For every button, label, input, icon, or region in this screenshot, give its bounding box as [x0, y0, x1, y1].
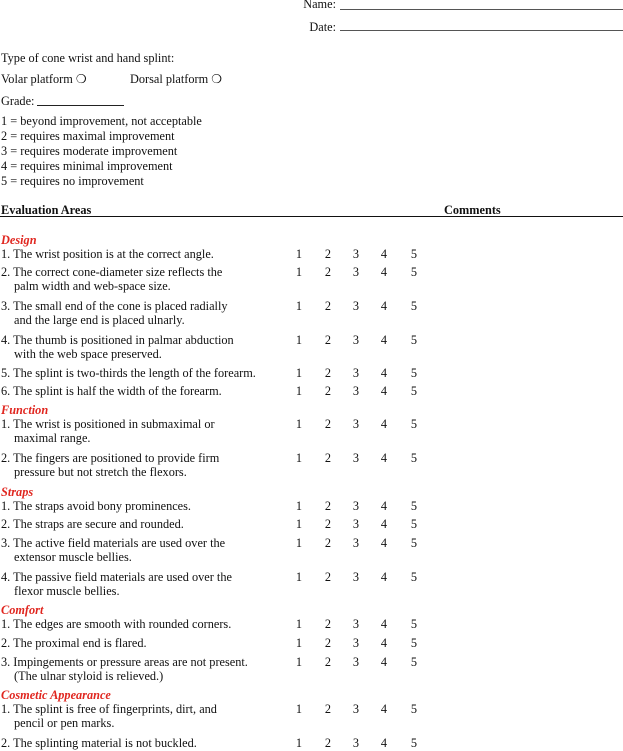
rating-option-5[interactable]: 5 — [410, 417, 418, 431]
evaluation-item-text: 1. The edges are smooth with rounded corners. — [1, 617, 232, 631]
section-title: Straps — [1, 485, 34, 499]
option-dorsal-label: Dorsal platform — [130, 72, 209, 86]
rating-option-5[interactable]: 5 — [410, 636, 418, 650]
rating-option-3[interactable]: 3 — [352, 736, 360, 750]
rating-option-4[interactable]: 4 — [380, 366, 388, 380]
rating-option-5[interactable]: 5 — [410, 299, 418, 313]
rating-option-2[interactable]: 2 — [324, 299, 332, 313]
comments-header: Comments — [444, 203, 501, 217]
rating-option-1[interactable]: 1 — [295, 702, 303, 716]
rating-option-5[interactable]: 5 — [410, 617, 418, 631]
rating-option-2[interactable]: 2 — [324, 247, 332, 261]
rating-option-3[interactable]: 3 — [352, 655, 360, 669]
section-title: Function — [1, 403, 49, 417]
header-rule — [0, 216, 623, 217]
evaluation-item-text: extensor muscle bellies. — [14, 550, 132, 564]
rating-option-3[interactable]: 3 — [352, 536, 360, 550]
rating-option-1[interactable]: 1 — [295, 265, 303, 279]
rating-option-1[interactable]: 1 — [295, 417, 303, 431]
rating-option-4[interactable]: 4 — [380, 499, 388, 513]
evaluation-item-text: 3. The small end of the cone is placed radially — [1, 299, 228, 313]
rating-option-3[interactable]: 3 — [352, 702, 360, 716]
rating-option-1[interactable]: 1 — [295, 570, 303, 584]
rating-option-2[interactable]: 2 — [324, 417, 332, 431]
evaluation-item-text: 5. The splint is two-thirds the length of the forearm. — [1, 366, 256, 380]
rating-option-2[interactable]: 2 — [324, 265, 332, 279]
rating-option-4[interactable]: 4 — [380, 617, 388, 631]
rating-option-1[interactable]: 1 — [295, 499, 303, 513]
rating-option-1[interactable]: 1 — [295, 333, 303, 347]
rating-option-1[interactable]: 1 — [295, 736, 303, 750]
evaluation-item-text: 3. The active field materials are used over the — [1, 536, 226, 550]
rating-option-4[interactable]: 4 — [380, 451, 388, 465]
evaluation-item-text: 4. The passive field materials are used over the — [1, 570, 232, 584]
evaluation-item-text: 2. The correct cone-diameter size reflects the — [1, 265, 223, 279]
evaluation-item-text: 1. The wrist is positioned in submaximal or — [1, 417, 215, 431]
evaluation-item-text: 1. The wrist position is at the correct angle. — [1, 247, 214, 261]
rating-option-4[interactable]: 4 — [380, 655, 388, 669]
scale-entry: 2 = requires maximal improvement — [1, 129, 175, 143]
rating-option-4[interactable]: 4 — [380, 265, 388, 279]
rating-option-5[interactable]: 5 — [410, 570, 418, 584]
rating-option-2[interactable]: 2 — [324, 384, 332, 398]
section-title: Cosmetic Appearance — [1, 688, 111, 702]
scale-entry: 3 = requires moderate improvement — [1, 144, 178, 158]
rating-option-5[interactable]: 5 — [410, 536, 418, 550]
rating-option-5[interactable]: 5 — [410, 384, 418, 398]
rating-option-5[interactable]: 5 — [410, 451, 418, 465]
rating-option-4[interactable]: 4 — [380, 736, 388, 750]
evaluation-item-text: with the web space preserved. — [14, 347, 162, 361]
rating-option-5[interactable]: 5 — [410, 736, 418, 750]
rating-option-2[interactable]: 2 — [324, 617, 332, 631]
option-volar-label: Volar platform — [1, 72, 73, 86]
rating-option-1[interactable]: 1 — [295, 617, 303, 631]
rating-option-4[interactable]: 4 — [380, 636, 388, 650]
rating-option-4[interactable]: 4 — [380, 384, 388, 398]
evaluation-item-text: 2. The straps are secure and rounded. — [1, 517, 184, 531]
rating-option-3[interactable]: 3 — [352, 417, 360, 431]
evaluation-item-text: maximal range. — [14, 431, 91, 445]
rating-option-1[interactable]: 1 — [295, 384, 303, 398]
name-field[interactable] — [340, 9, 623, 10]
rating-option-1[interactable]: 1 — [295, 636, 303, 650]
evaluation-item-text: palm width and web-space size. — [14, 279, 171, 293]
rating-option-3[interactable]: 3 — [352, 517, 360, 531]
rating-option-5[interactable]: 5 — [410, 499, 418, 513]
evaluation-item-text: 1. The splint is free of fingerprints, dirt, and — [1, 702, 217, 716]
rating-option-2[interactable]: 2 — [324, 736, 332, 750]
rating-option-2[interactable]: 2 — [324, 333, 332, 347]
evaluation-item-text: pencil or pen marks. — [14, 716, 115, 730]
rating-option-5[interactable]: 5 — [410, 655, 418, 669]
rating-option-4[interactable]: 4 — [380, 299, 388, 313]
evaluation-item-text: 2. The splinting material is not buckled. — [1, 736, 197, 750]
scale-entry: 1 = beyond improvement, not acceptable — [1, 114, 202, 128]
rating-option-2[interactable]: 2 — [324, 655, 332, 669]
rating-option-5[interactable]: 5 — [410, 333, 418, 347]
rating-option-3[interactable]: 3 — [352, 617, 360, 631]
rating-option-2[interactable]: 2 — [324, 702, 332, 716]
evaluation-item-text: and the large end is placed ulnarly. — [14, 313, 185, 327]
rating-option-3[interactable]: 3 — [352, 247, 360, 261]
option-volar[interactable] — [1, 72, 87, 87]
section-title: Comfort — [1, 603, 44, 617]
rating-option-4[interactable]: 4 — [380, 702, 388, 716]
rating-option-1[interactable]: 1 — [295, 366, 303, 380]
rating-option-2[interactable]: 2 — [324, 570, 332, 584]
rating-option-1[interactable]: 1 — [295, 299, 303, 313]
rating-option-4[interactable]: 4 — [380, 536, 388, 550]
rating-option-3[interactable]: 3 — [352, 265, 360, 279]
rating-option-3[interactable]: 3 — [352, 299, 360, 313]
rating-option-4[interactable]: 4 — [380, 570, 388, 584]
rating-option-4[interactable]: 4 — [380, 417, 388, 431]
rating-option-3[interactable]: 3 — [352, 636, 360, 650]
evaluation-item-text: 2. The proximal end is flared. — [1, 636, 147, 650]
evaluation-item-text: 6. The splint is half the width of the forearm. — [1, 384, 222, 398]
rating-option-2[interactable]: 2 — [324, 517, 332, 531]
rating-option-5[interactable]: 5 — [410, 247, 418, 261]
evaluation-areas-header: Evaluation Areas — [1, 203, 92, 217]
rating-option-4[interactable]: 4 — [380, 247, 388, 261]
radio-circle-icon[interactable]: ❍ — [75, 72, 87, 86]
rating-option-3[interactable]: 3 — [352, 499, 360, 513]
evaluation-item-text: 1. The straps avoid bony prominences. — [1, 499, 191, 513]
rating-option-2[interactable]: 2 — [324, 366, 332, 380]
rating-option-5[interactable]: 5 — [410, 265, 418, 279]
rating-option-3[interactable]: 3 — [352, 451, 360, 465]
rating-option-5[interactable]: 5 — [410, 366, 418, 380]
rating-option-5[interactable]: 5 — [410, 702, 418, 716]
rating-option-1[interactable]: 1 — [295, 451, 303, 465]
rating-option-2[interactable]: 2 — [324, 536, 332, 550]
rating-option-1[interactable]: 1 — [295, 655, 303, 669]
radio-circle-icon[interactable]: ❍ — [211, 72, 223, 86]
rating-option-3[interactable]: 3 — [352, 384, 360, 398]
rating-option-1[interactable]: 1 — [295, 536, 303, 550]
date-field[interactable] — [340, 30, 623, 31]
rating-option-2[interactable]: 2 — [324, 451, 332, 465]
rating-option-1[interactable]: 1 — [295, 517, 303, 531]
rating-option-3[interactable]: 3 — [352, 333, 360, 347]
grade-label: Grade: — [1, 94, 35, 108]
section-title: Design — [1, 233, 37, 247]
rating-option-3[interactable]: 3 — [352, 570, 360, 584]
rating-option-3[interactable]: 3 — [352, 366, 360, 380]
rating-option-5[interactable]: 5 — [410, 517, 418, 531]
rating-option-1[interactable]: 1 — [295, 247, 303, 261]
evaluation-item-text: 2. The fingers are positioned to provide firm — [1, 451, 220, 465]
grade-field[interactable] — [37, 105, 124, 106]
rating-option-4[interactable]: 4 — [380, 333, 388, 347]
date-label: Date: — [309, 20, 336, 34]
rating-option-4[interactable]: 4 — [380, 517, 388, 531]
scale-entry: 5 = requires no improvement — [1, 174, 144, 188]
evaluation-item-text: 3. Impingements or pressure areas are not present. — [1, 655, 248, 669]
evaluation-item-text: flexor muscle bellies. — [14, 584, 120, 598]
name-label: Name: — [303, 0, 336, 11]
option-dorsal[interactable] — [130, 72, 222, 87]
evaluation-item-text: 4. The thumb is positioned in palmar abduction — [1, 333, 234, 347]
splint-type-question: Type of cone wrist and hand splint: — [1, 51, 175, 65]
rating-option-2[interactable]: 2 — [324, 636, 332, 650]
evaluation-item-text: pressure but not stretch the flexors. — [14, 465, 187, 479]
evaluation-item-text: (The ulnar styloid is relieved.) — [14, 669, 164, 683]
scale-entry: 4 = requires minimal improvement — [1, 159, 173, 173]
rating-option-2[interactable]: 2 — [324, 499, 332, 513]
